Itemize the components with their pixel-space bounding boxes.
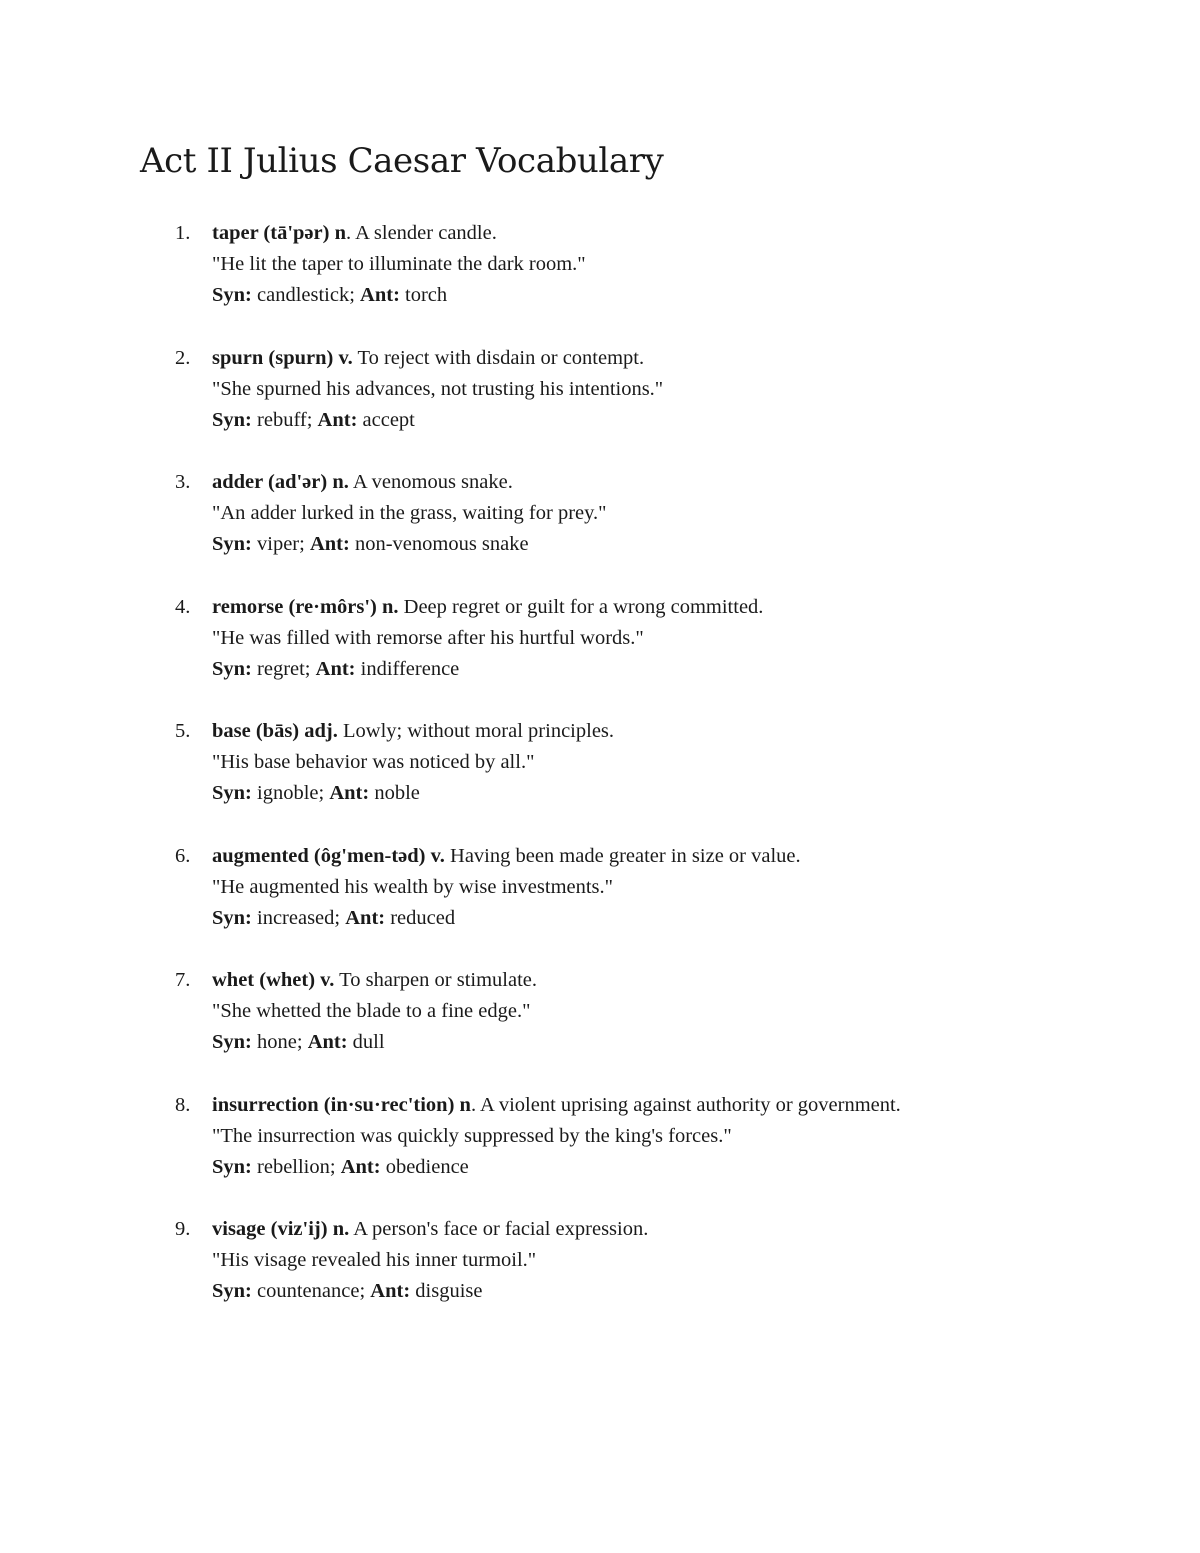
entry-definition-line [212,592,1180,623]
entry-example: "He augmented his wealth by wise investments." [212,875,614,898]
syn-label: Syn: [212,657,252,680]
antonym: indifference [355,657,460,680]
syn-label: Syn: [212,1031,252,1053]
entry-example: "His base behavior was noticed by all." [212,751,535,773]
entry-number: 5. [175,720,191,742]
syn-label: Syn: [212,782,252,804]
antonym: obedience [380,1155,469,1178]
syn-label: Syn: [212,1155,252,1178]
entry-headword: base (bās) adj. [212,720,338,742]
entry-headword: whet (whet) v. [212,969,335,991]
entry-definition-line [212,841,1180,872]
entry-definition: A person's face or facial expression. [349,1218,649,1240]
ant-label: Ant: [309,533,350,555]
entry-headword: taper (tā'pər) n [212,222,346,244]
vocab-entry-remorse [0,592,1200,717]
antonym: torch [399,284,448,306]
entry-number: 7. [175,969,191,991]
synonym: hone; [251,1031,308,1053]
page-title: Act II Julius Caesar Vocabulary [140,141,664,181]
entry-definition-line [212,343,1180,374]
entry-example: "He lit the taper to illuminate the dark room." [212,253,586,275]
synonym: countenance; [251,1280,371,1302]
entry-headword: insurrection (in·su·rec'tion) n [212,1093,471,1116]
synonym: regret; [251,657,316,680]
entry-number: 3. [175,471,191,493]
entry-headword: augmented (ôg'men-təd) v. [212,844,445,867]
entry-number: 2. [175,346,191,369]
entry-definition-line [212,218,1180,249]
entry-example: "The insurrection was quickly suppressed by the king's forces." [212,1124,732,1147]
syn-label: Syn: [212,1280,252,1302]
antonym: accept [357,408,415,431]
entry-syn-ant-line [212,405,1180,436]
antonym: disguise [410,1280,483,1302]
synonym: viper; [251,533,310,555]
entry-syn-ant-line [212,1027,1180,1058]
entry-headword: remorse (re·môrs') n. [212,595,399,618]
ant-label: Ant: [315,657,356,680]
ant-label: Ant: [360,284,400,306]
entry-syn-ant-line [212,1152,1180,1183]
entry-syn-ant-line [212,778,1180,809]
entry-definition: To reject with disdain or contempt. [352,346,645,369]
synonym: rebuff; [251,408,318,431]
ant-label: Ant: [370,1280,411,1302]
entry-number: 6. [175,844,191,867]
entry-definition: Deep regret or guilt for a wrong committed. [398,595,764,618]
vocab-entry-whet [0,965,1200,1090]
entry-definition: Having been made greater in size or value. [444,844,801,867]
entry-definition: Lowly; without moral principles. [337,720,615,742]
entry-definition-line [212,1214,1180,1245]
entry-definition: A venomous snake. [348,471,513,493]
syn-label: Syn: [212,906,252,929]
syn-label: Syn: [212,533,252,555]
entry-number: 9. [175,1218,191,1240]
antonym: dull [347,1031,385,1053]
synonym: ignoble; [251,782,330,804]
antonym: noble [369,782,420,804]
entry-syn-ant-line [212,654,1180,685]
entry-syn-ant-line [212,529,1180,560]
entry-example: "He was filled with remorse after his hurtful words." [212,626,644,649]
entry-headword: adder (ad'ər) n. [212,471,349,493]
synonym: rebellion; [251,1155,341,1178]
entry-number: 8. [175,1093,191,1116]
entry-example: "His visage revealed his inner turmoil." [212,1249,537,1271]
entry-headword: spurn (spurn) v. [212,346,353,369]
synonym: increased; [251,906,346,929]
entry-definition: To sharpen or stimulate. [334,969,537,991]
vocabulary-list [0,218,1200,1339]
ant-label: Ant: [329,782,370,804]
ant-label: Ant: [317,408,358,431]
synonym: candlestick; [251,284,361,306]
vocab-entry-visage [0,1214,1200,1339]
syn-label: Syn: [212,284,252,306]
vocab-entry-augmented [0,841,1200,966]
entry-number: 1. [175,222,191,244]
entry-definition-line [212,965,1180,996]
entry-definition-line [212,1090,1180,1121]
entry-example: "An adder lurked in the grass, waiting for prey." [212,502,607,524]
vocab-entry-adder [0,467,1200,592]
entry-definition: . A slender candle. [345,222,497,244]
entry-definition-line [212,716,1180,747]
ant-label: Ant: [307,1031,348,1053]
entry-definition: . A violent uprising against authority or government. [470,1093,901,1116]
antonym: reduced [385,906,456,929]
entry-example: "She spurned his advances, not trusting his intentions." [212,377,664,400]
vocab-entry-spurn [0,343,1200,468]
syn-label: Syn: [212,408,252,431]
entry-headword: visage (viz'ij) n. [212,1218,350,1240]
vocab-entry-insurrection [0,1090,1200,1215]
entry-example: "She whetted the blade to a fine edge." [212,1000,531,1022]
ant-label: Ant: [345,906,386,929]
entry-syn-ant-line [212,1276,1180,1307]
entry-number: 4. [175,595,191,618]
ant-label: Ant: [340,1155,381,1178]
entry-definition-line [212,467,1180,498]
entry-syn-ant-line [212,903,1180,934]
vocab-entry-taper [0,218,1200,343]
antonym: non-venomous snake [349,533,529,555]
vocab-entry-base [0,716,1200,841]
entry-syn-ant-line [212,280,1180,311]
